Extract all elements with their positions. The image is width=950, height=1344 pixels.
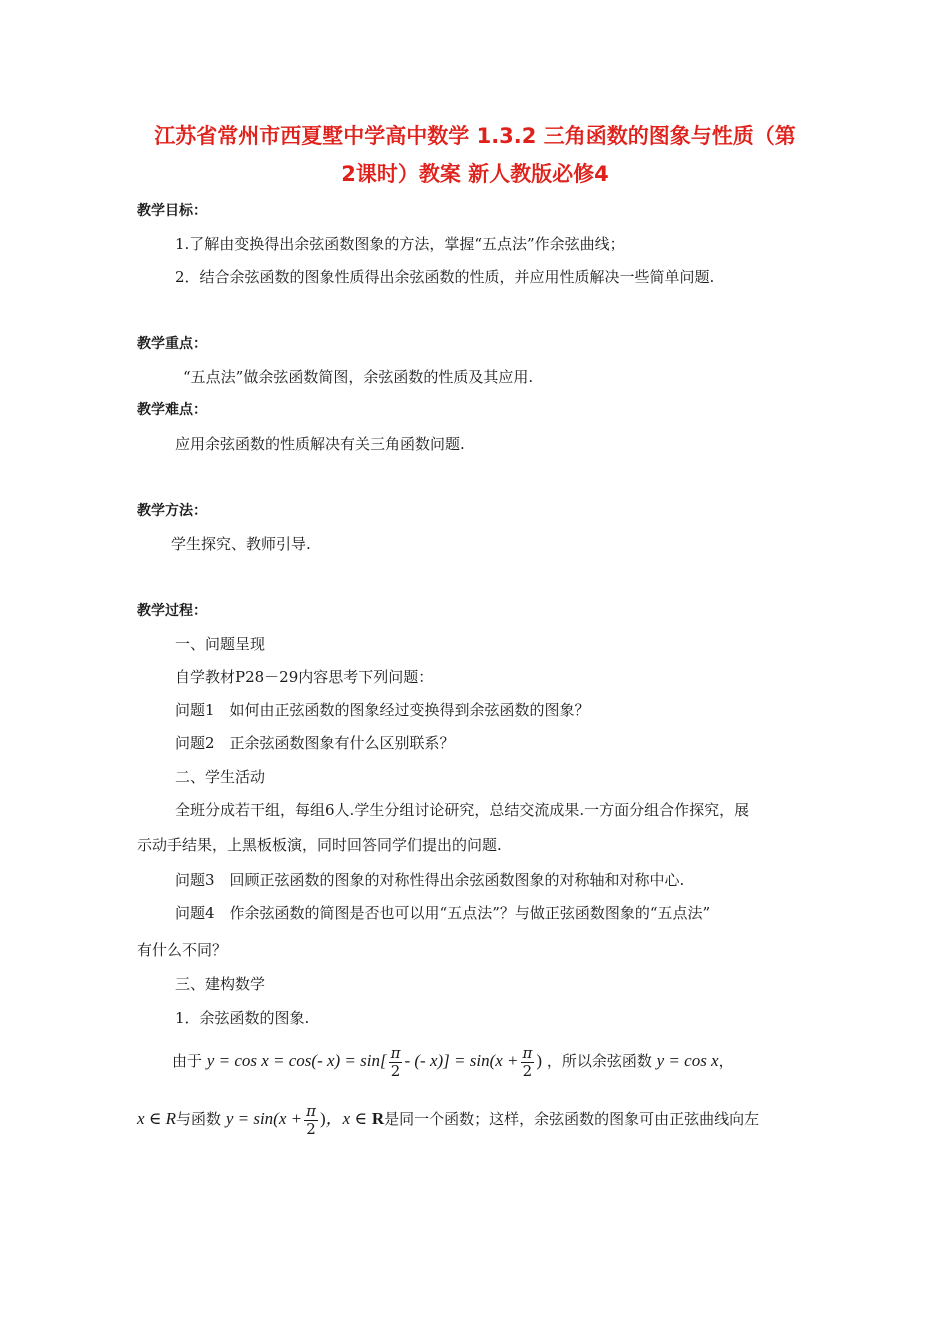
formula-real-set: R: [371, 1109, 385, 1128]
question-3: 问题3 回顾正弦函数的图象的对称性得出余弦函数图象的对称轴和对称中心.: [175, 871, 685, 889]
document-title-line-2: 2课时）教案 新人教版必修4: [341, 162, 609, 186]
method-text: 学生探究、教师引导.: [171, 535, 311, 553]
fraction-pi-over-2: [521, 1045, 535, 1080]
section-3-item-1: 1．余弦函数的图象.: [175, 1009, 310, 1027]
keypoints-text: “五点法”做余弦函数简图，余弦函数的性质及其应用.: [183, 368, 534, 386]
fraction-numerator: π: [522, 1043, 533, 1062]
fraction-denominator: 2: [390, 1061, 401, 1080]
formula-x-in: ，x ∈: [325, 1109, 368, 1128]
fraction-denominator: 2: [306, 1119, 316, 1138]
formula-comma: ，: [718, 1052, 734, 1070]
formula-shift: - (- x)] = sin(x +: [404, 1051, 519, 1070]
difficulties-heading: 教学难点：: [137, 402, 207, 418]
formula-and-function: 与函数: [176, 1110, 222, 1128]
objectives-heading: 教学目标：: [137, 203, 207, 219]
document-title-line-1: 江苏省常州市西夏墅中学高中数学 1.3.2 三角函数的图象与性质（第: [154, 124, 796, 148]
section-2-paragraph-line-2: 示动手结果，上黑板板演，同时回答同学们提出的问题.: [137, 836, 502, 854]
formula-line-1: [172, 1042, 734, 1082]
keypoints-heading: 教学重点：: [137, 336, 207, 352]
process-heading: 教学过程：: [137, 603, 207, 619]
fraction-denominator: 2: [522, 1061, 533, 1080]
formula-close: ): [536, 1051, 543, 1070]
section-2-title: 二、学生活动: [175, 768, 266, 786]
question-4-line-1: 问题4 作余弦函数的简图是否也可以用“五点法”？与做正弦函数图象的“五点法”: [175, 904, 711, 922]
section-1-intro: 自学教材P28－29内容思考下列问题：: [175, 668, 434, 686]
section-2-paragraph-line-1: 全班分成若干组，每组6人.学生分组讨论研究，总结交流成果.一方面分组合作探究，展: [175, 801, 750, 819]
difficulties-text: 应用余弦函数的性质解决有关三角函数问题.: [175, 435, 465, 453]
fraction-pi-over-2: [389, 1045, 403, 1080]
formula-x-in-r: x ∈ R: [137, 1109, 177, 1128]
method-heading: 教学方法：: [137, 503, 207, 519]
fraction-numerator: π: [306, 1101, 316, 1120]
question-2: 问题2 正余弦函数图象有什么区别联系？: [175, 734, 455, 752]
formula-prefix: 由于: [172, 1052, 203, 1070]
section-1-title: 一、问题呈现: [175, 635, 266, 653]
formula-y-sin: y = sin(x +: [225, 1109, 303, 1128]
formula-y-cos-x: y = cos x: [656, 1051, 719, 1070]
fraction-numerator: π: [390, 1043, 401, 1062]
formula-tail: 是同一个函数；这样，余弦函数的图象可由正弦曲线向左: [384, 1110, 760, 1128]
objective-item-2: 2．结合余弦函数的图象性质得出余弦函数的性质，并应用性质解决一些简单问题.: [175, 268, 715, 286]
section-3-title: 三、建构数学: [175, 975, 266, 993]
formula-cos-identity: y = cos x = cos(- x) = sin[: [206, 1051, 387, 1070]
fraction-pi-over-2: [304, 1103, 318, 1138]
objective-item-1: 1.了解由变换得出余弦函数图象的方法，掌握“五点法”作余弦曲线；: [175, 235, 625, 253]
formula-close-2: ): [319, 1109, 326, 1128]
formula-suffix: ，所以余弦函数: [546, 1052, 652, 1070]
question-4-line-2: 有什么不同？: [137, 941, 228, 959]
question-1: 问题1 如何由正弦函数的图象经过变换得到余弦函数的图象？: [175, 701, 590, 719]
formula-line-2: [137, 1100, 759, 1140]
